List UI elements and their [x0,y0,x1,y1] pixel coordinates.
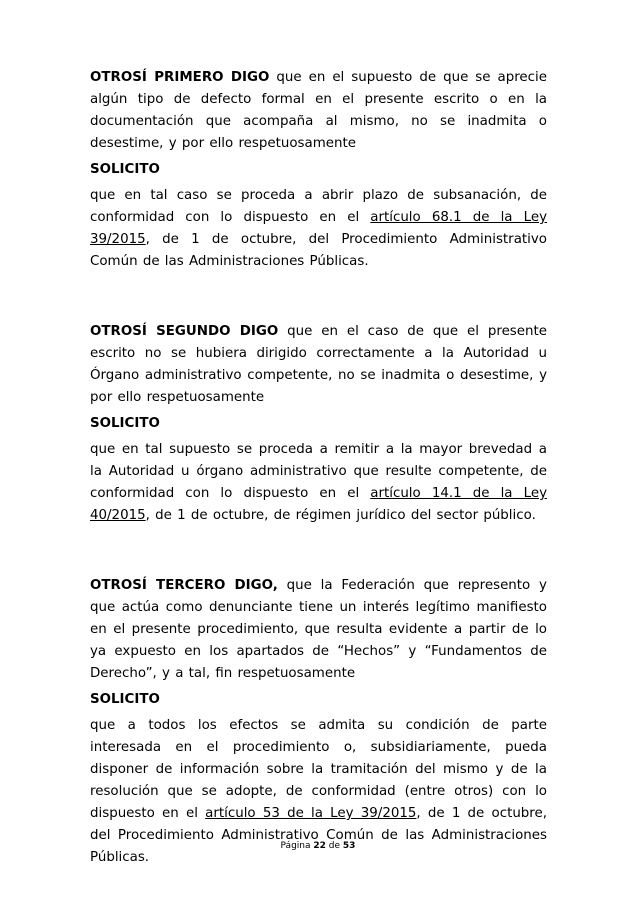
otrosi-primero-intro-paragraph [90,67,547,155]
section-otrosi-primero [90,67,547,273]
body-text-before-citation: que en tal caso se proceda a abrir plazo de subsanación, de conformidad con lo dispuesto en el [90,188,547,225]
otrosi-primero-intro-text: que en el supuesto de que se aprecie algún tipo de defecto formal en el presente escrito o en la documentación que acompaña al mismo, no se inadmita o desestime, y por ello respetuosamente [90,70,547,151]
footer-page-label: Página [280,841,311,851]
body-text-after-citation: , de 1 de octubre, del Procedimiento Administrativo Común de las Administraciones Públicas. [90,232,547,269]
footer-of-label: de [328,841,341,851]
body-text-after-citation: , de 1 de octubre, del Procedimiento Administrativo Común de las Administraciones Públicas. [90,806,548,865]
law-citation-underlined: artículo 53 de la Ley 39/2015 [205,806,417,821]
footer-current-page-number: 22 [313,841,326,851]
otrosi-tercero-intro-text: que la Federación que represento y que actúa como denunciante tiene un interés legítimo manifiesto en el presente procedimiento, que resulta evidente a partir de lo ya expuesto en los apartados de “Hechos” y “Fundamentos de Derecho”, y a tal, fin respetuosamente [90,578,547,681]
section-otrosi-tercero [90,575,547,869]
law-citation-underlined: artículo 14.1 de la Ley 40/2015 [90,486,547,523]
otrosi-primero-heading: OTROSÍ PRIMERO DIGO [90,70,270,85]
otrosi-primero-body-paragraph [90,185,547,273]
otrosi-segundo-solicito-heading: SOLICITO [90,416,160,431]
otrosi-segundo-body-paragraph [90,439,547,527]
page-footer [0,840,636,852]
otrosi-primero-solicito-heading: SOLICITO [90,162,160,177]
section-otrosi-segundo [90,321,547,527]
law-citation-underlined: artículo 68.1 de la Ley 39/2015 [90,210,547,247]
otrosi-tercero-solicito-heading: SOLICITO [90,692,160,707]
body-text-before-citation: que en tal supuesto se proceda a remitir a la mayor brevedad a la Autoridad u órgano administrativo que resulte competente, de conformidad con lo dispuesto en el [90,442,547,501]
otrosi-segundo-intro-text: que en el caso de que el presente escrito no se hubiera dirigido correctamente a la Autoridad u Órgano administrativo competente, no se inadmita o desestime, y por ello respetuosamente [90,324,547,405]
otrosi-segundo-heading: OTROSÍ SEGUNDO DIGO [90,324,279,339]
body-text-before-citation: que a todos los efectos se admita su condición de parte interesada en el procedimiento o, subsidiariamente, pueda disponer de información sobre la tramitación del mismo y de la resolución que se adopte, de conformidad (entre otros) con lo dispuesto en el [90,718,547,821]
body-text-after-citation: , de 1 de octubre, de régimen jurídico del sector público. [145,508,536,523]
otrosi-tercero-intro-paragraph [90,575,547,685]
otrosi-segundo-intro-paragraph [90,321,547,409]
document-body [90,67,547,873]
footer-total-pages-number: 53 [342,841,356,851]
otrosi-tercero-heading: OTROSÍ TERCERO DIGO, [90,578,278,593]
